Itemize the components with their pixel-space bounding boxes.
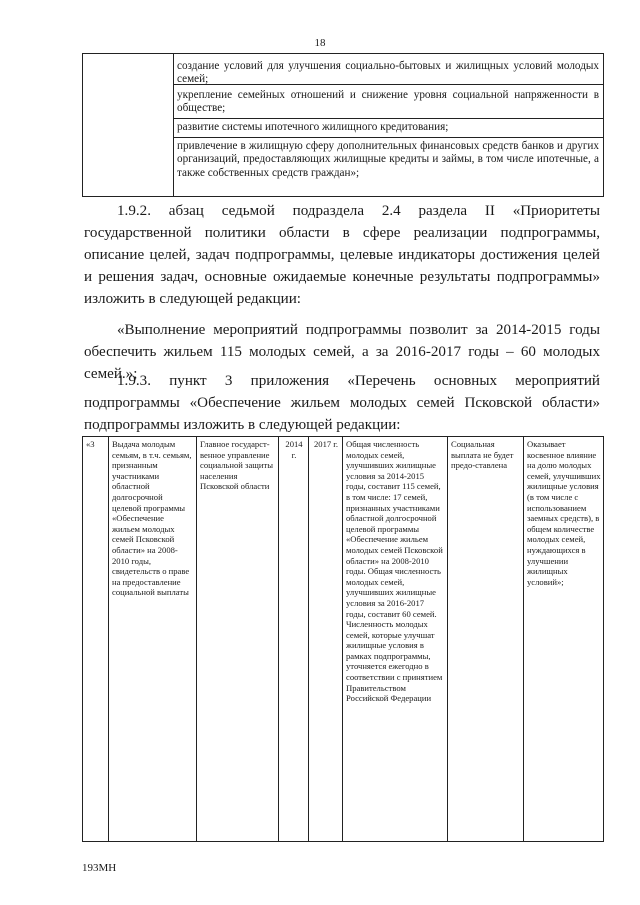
paragraph-1-9-3 — [84, 370, 600, 436]
paragraph-text: «Выполнение мероприятий подпрограммы позволит за 2014-2015 годы обеспечить жильем 115 молодых семей, а за 2016-2017 годы – 60 молодых семей.»; — [84, 322, 600, 382]
cell-executor: Главное государст-венное управление социальной защиты населения Псковской области — [197, 437, 279, 841]
cell-end-year: 2017 г. — [309, 437, 343, 841]
cell-measure: Выдача молодым семьям, в т.ч. семьям, признанным участниками областной долгосрочной целевой программы «Обеспечение жильем молодых семей Псковской области» на 2008-2010 годы, свидетельств о праве на предоставление социальной выплаты — [109, 437, 197, 841]
paragraph-1-9-2 — [84, 200, 600, 310]
cell-number: «3 — [83, 437, 109, 841]
paragraph-text: 1.9.3. пункт 3 приложения «Перечень основных мероприятий подпрограммы «Обеспечение жильем молодых семей Псковской области» подпрограммы изложить в следующей редакции: — [84, 373, 600, 433]
goal-item: укрепление семейных отношений и снижение уровня социальной напряженности в обществе; — [174, 85, 603, 119]
cell-consequence: Социальная выплата не будет предо-ставлена — [448, 437, 524, 841]
measures-table — [82, 436, 604, 842]
cell-relation: Оказывает косвенное влияние на долю молодых семей, улучшивших жилищные условия (в том числе с использованием заемных средств), в общем количестве молодых семей, нуждающихся в улучшении жилищных условий»; — [527, 439, 601, 587]
page-number: 18 — [314, 37, 326, 49]
goals-cell — [174, 54, 603, 196]
goal-item: привлечение в жилищную сферу дополнительных финансовых средств банков и других организаций, предоставляющих жилищные кредиты и займы, в том числе ипотечные, а также собственных средств граждан»; — [177, 140, 599, 179]
goal-item: развитие системы ипотечного жилищного кредитования; — [174, 121, 603, 138]
cell-result: Общая численность молодых семей, улучшивших жилищные условия за 2014-2015 годы, составит 115 семей, в том числе: 17 семей, признанных участниками областной долгосрочной целевой программы «Обеспечение жильем молодых семей Псковской области» на 2008-2010 годы. Общая численность молодых семей, улучшивших жилищные условия за 2016-2017 годы, составит 60 семей. Численность молодых семей, которые улучшат жилищные условия в рамках подпрограммы, уточняется ежегодно в соответствии с принятием Правительством Российской Федерации — [343, 437, 448, 841]
paragraph-text: 1.9.2. абзац седьмой подраздела 2.4 раздела II «Приоритеты государственной политики области в сфере реализации подпрограммы, описание целей, задач подпрограммы, целевые индикаторы достижения целей и решения задач, основные ожидаемые конечные результаты подпрограммы» изложить в следующей редакции: — [84, 203, 600, 307]
continuation-table — [82, 53, 604, 197]
document-code: 193МН — [82, 862, 117, 874]
goal-item: создание условий для улучшения социально-бытовых и жилищных условий молодых семей; — [174, 60, 603, 85]
empty-cell — [83, 54, 174, 196]
cell-start-year: 2014 г. — [279, 437, 309, 841]
